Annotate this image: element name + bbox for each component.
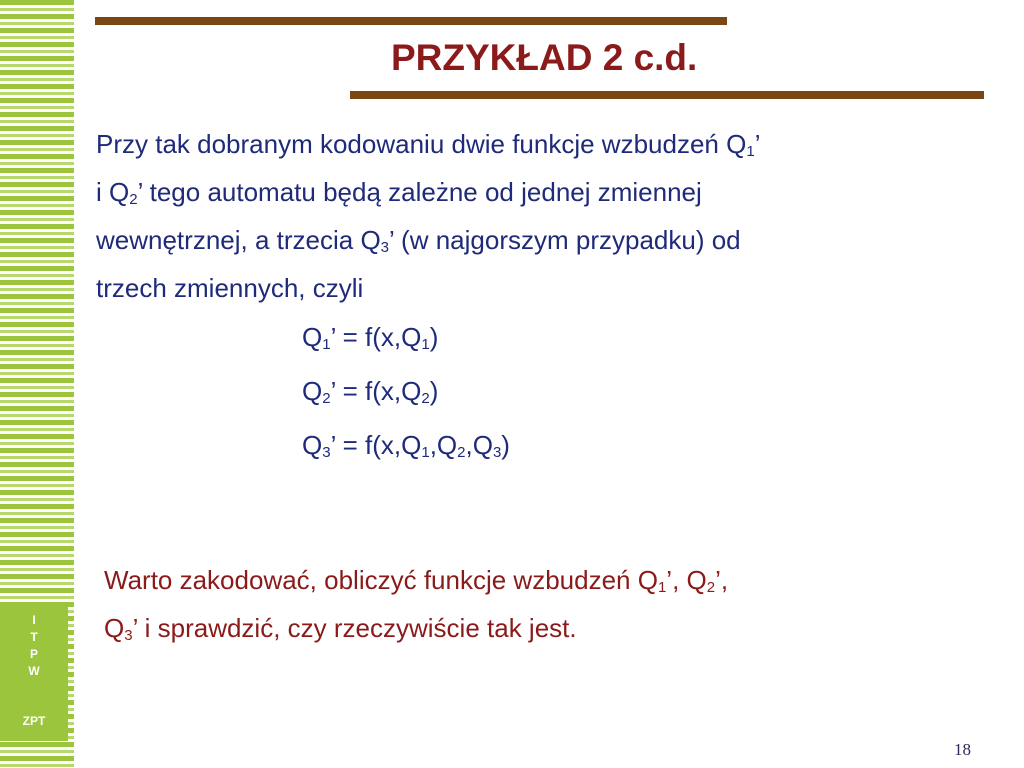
subscript: 3 [124, 627, 133, 644]
exercise-note [104, 560, 984, 656]
subscript: 2 [457, 444, 466, 461]
logo-letter: P [29, 647, 38, 661]
subscript: 1 [421, 444, 430, 461]
subscript: 1 [657, 579, 667, 596]
paragraph-line: i $Q_2$’ tego automatu będą zależne od jednej zmiennej [96, 177, 702, 208]
subscript: 1 [746, 143, 755, 160]
slide-title: PRZYKŁAD 2 c.d. [391, 37, 698, 78]
subscript: 1 [322, 336, 331, 353]
subscript: 2 [322, 390, 331, 407]
subscript: 1 [421, 336, 430, 353]
logo-letter: W [28, 664, 40, 678]
note-line: Warto zakodować, obliczyć funkcje wzbudzeń $Q_1$’, $Q_2$’, [104, 565, 729, 596]
formula-q1: $Q_1$’ = $f(x,Q_1)$ [302, 322, 439, 353]
formula-q2: $Q_2$’ = $f(x,Q_2)$ [302, 376, 439, 407]
itpw-logo [0, 604, 68, 741]
page-number: 18 [954, 740, 971, 759]
paragraph-line: trzech zmiennych, czyli [96, 273, 364, 303]
logo-letter: T [30, 630, 38, 644]
subscript: 2 [706, 579, 716, 596]
main-paragraph [96, 124, 976, 308]
subscript: 2 [421, 390, 430, 407]
paragraph-line: wewnętrznej, a trzecia $Q_3$’ (w najgorszym przypadku) od [96, 225, 741, 256]
logo-letters [0, 612, 68, 680]
subscript: 3 [380, 239, 390, 256]
title-rule-bottom [350, 91, 984, 99]
subscript: 3 [492, 444, 502, 461]
logo-org-label: ZPT [22, 714, 46, 728]
logo-letter: I [32, 613, 36, 627]
formula-q3: $Q_3$’ = $f(x,Q_1,Q_2,Q_3)$ [302, 430, 510, 461]
note-line: $Q_3$’ i sprawdzić, czy rzeczywiście tak jest. [104, 613, 577, 644]
subscript: 2 [129, 191, 138, 208]
paragraph-line: Przy tak dobranym kodowaniu dwie funkcje wzbudzeń $Q_1$’ [96, 129, 761, 160]
subscript: 3 [322, 444, 331, 461]
title-rule-top [95, 17, 727, 25]
formula-block [302, 314, 510, 476]
